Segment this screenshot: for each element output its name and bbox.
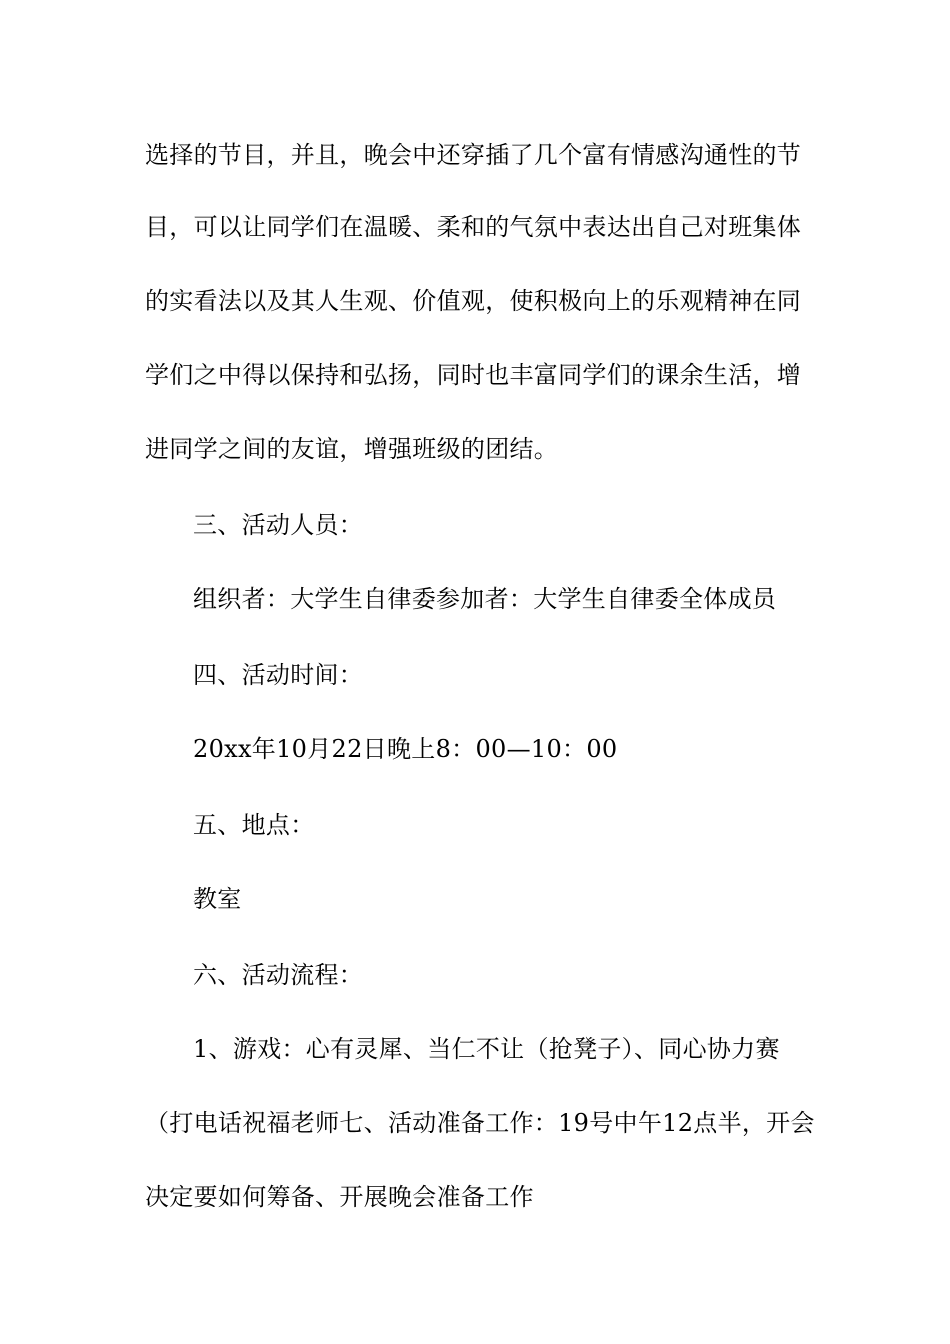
section-heading-participants: 三、活动人员：: [193, 511, 364, 539]
paragraph-line-1: 选择的节目，并且，晚会中还穿插了几个富有情感沟通性的节: [145, 141, 802, 169]
paragraph-line-4: 学们之中得以保持和弘扬，同时也丰富同学们的课余生活，增: [145, 361, 802, 389]
paragraph-line-3: 的实看法以及其人生观、价值观，使积极向上的乐观精神在同: [145, 287, 802, 315]
paragraph-line-5: 进同学之间的友谊，增强班级的团结。: [145, 435, 559, 463]
section-heading-process: 六、活动流程：: [193, 961, 364, 989]
paragraph-line-2: 目，可以让同学们在温暖、柔和的气氛中表达出自己对班集体: [145, 213, 802, 241]
section-heading-location: 五、地点：: [193, 811, 315, 839]
section-heading-time: 四、活动时间：: [193, 661, 364, 689]
participants-text: 组织者：大学生自律委参加者：大学生自律委全体成员: [193, 585, 777, 613]
process-line-3: 决定要如何筹备、开展晚会准备工作: [145, 1183, 534, 1211]
location-text: 教室: [193, 885, 242, 913]
process-line-2: （打电话祝福老师七、活动准备工作：19号中午12点半，开会: [145, 1109, 815, 1137]
process-line-1: 1、游戏：心有灵犀、当仁不让（抢凳子）、同心协力赛: [193, 1035, 780, 1063]
time-text: 20xx年10月22日晚上8：00—10：00: [193, 735, 618, 763]
